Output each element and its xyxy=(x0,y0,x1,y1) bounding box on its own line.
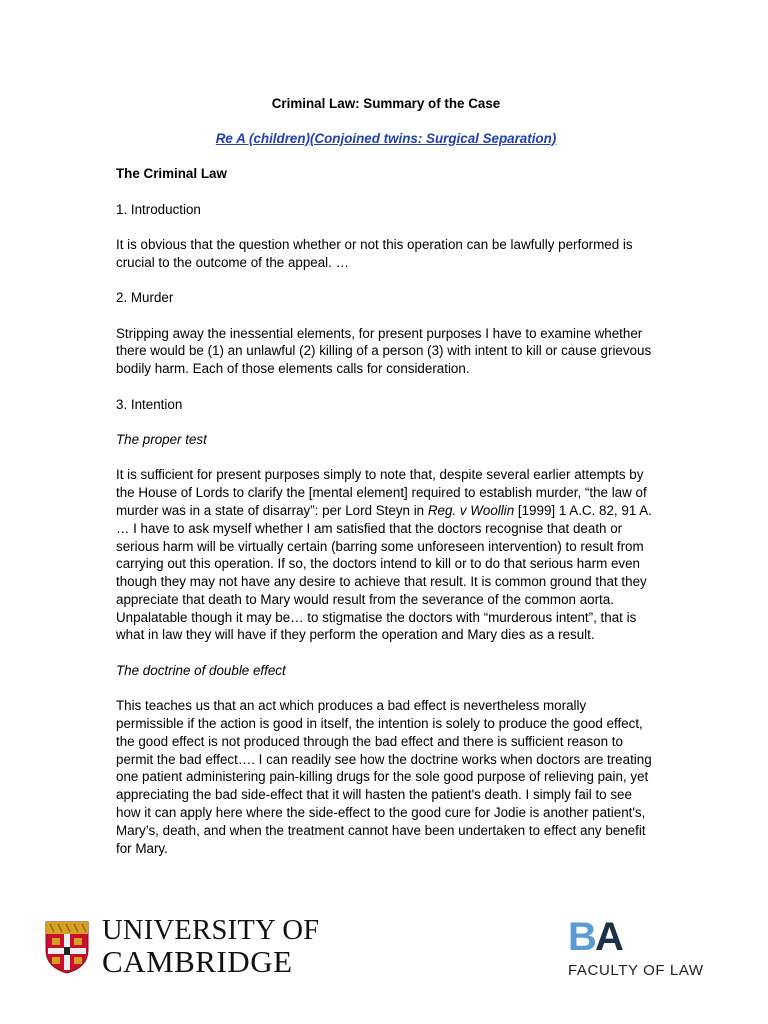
proper-test-heading: The proper test xyxy=(116,431,207,447)
murder-paragraph: Stripping away the inessential elements, for present purposes I have to examine whether there would be (1) an unlawful (2) killing of a person (3) with intent to kill or cause grievous bodily harm. Each of those elements calls for consideration. xyxy=(116,325,652,377)
document-body xyxy=(116,95,656,857)
murder-heading: 2. Murder xyxy=(116,290,174,306)
double-effect-heading: The doctrine of double effect xyxy=(116,662,286,678)
svg-text:B: B xyxy=(568,916,597,956)
ba-logo-icon xyxy=(568,916,632,956)
introduction-heading: 1. Introduction xyxy=(116,201,201,217)
intention-heading: 3. Intention xyxy=(116,396,183,412)
case-title-link[interactable]: Re A (children)(Conjoined twins: Surgical Separation) xyxy=(215,130,557,146)
cambridge-logo xyxy=(44,914,320,980)
proper-test-text-a: It is sufficient for present purposes simply to note that, despite several earlier attempts by the House of Lords to clarify the [mental element] required to establish murder, “the law of murder was in a state of disarray”: per Lord Steyn in xyxy=(116,467,647,518)
cambridge-line2: CAMBRIDGE xyxy=(102,944,293,980)
proper-test-paragraph xyxy=(116,466,656,644)
cambridge-crest-icon xyxy=(44,920,90,974)
cambridge-line1: UNIVERSITY OF xyxy=(102,914,320,946)
section-title: The Criminal Law xyxy=(116,166,227,182)
page-title: Criminal Law: Summary of the Case xyxy=(271,96,501,111)
introduction-paragraph: It is obvious that the question whether or not this operation can be lawfully performed is crucial to the outcome of the appeal. … xyxy=(116,236,633,270)
faculty-of-law-label: FACULTY OF LAW xyxy=(568,962,704,979)
faculty-of-law-logo xyxy=(568,916,708,979)
case-citation: Reg. v Woollin xyxy=(427,502,515,518)
svg-text:A: A xyxy=(595,916,624,956)
double-effect-paragraph: This teaches us that an act which produces a bad effect is nevertheless morally permissible if the action is good in itself, the intention is solely to produce the good effect, the good effect is not produced through the bad effect and there is sufficient reason to permit the bad effect…. I can readily see how the doctrine works when doctors are treating one patient administering pain-killing drugs for the sole good purpose of relieving pain, yet appreciating the bad side-effect that it will hasten the patient's death. I simply fail to see how it can apply here where the side-effect to the good cure for Jodie is another patient's, Mary’s, death, and when the treatment cannot have been undertaken to effect any benefit for Mary. xyxy=(116,698,652,856)
proper-test-text-b: [1999] 1 A.C. 82, 91 A. … I have to ask myself whether I am satisfied that the doctors recognise that death or serious harm will be virtually certain (barring some unforeseen intervention) to result from carrying out this operation. If so, the doctors intend to kill or to do that serious harm even though they may not have any desire to achieve that result. It is common ground that they appreciate that death to Mary would result from the severance of the common aorta. Unpalatable though it may be… to stigmatise the doctors with “murderous intent”, that is what in law they will have if they perform the operation and Mary dies as a result. xyxy=(116,502,652,643)
